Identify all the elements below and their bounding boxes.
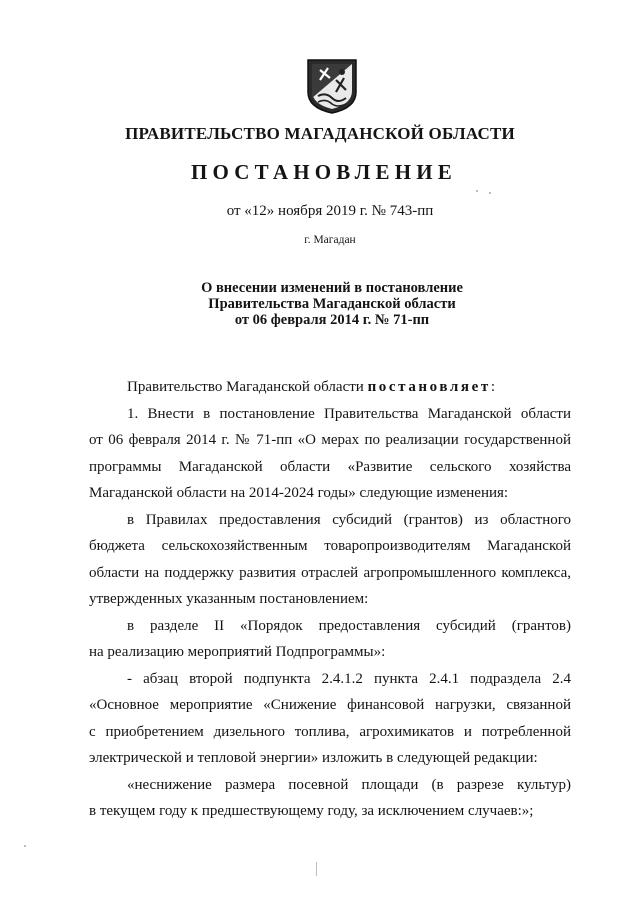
paragraph-line: Магаданской области на 2014-2024 годы» следующие изменения: bbox=[89, 485, 509, 501]
document-subject bbox=[12, 280, 640, 328]
paragraph-line: в текущем году к предшествующему году, за исключением случаев:»; bbox=[89, 803, 534, 819]
paragraph-line: «Основное мероприятие «Снижение финансовой нагрузки, связанной bbox=[89, 697, 571, 713]
document-type-title: ПОСТАНОВЛЕНИЕ bbox=[190, 160, 458, 184]
paragraph-line: от 06 февраля 2014 г. № 71-пп «О мерах по реализации государственной bbox=[89, 432, 571, 448]
document-date-number: от «12» ноября 2019 г. № 743-пп bbox=[226, 203, 434, 219]
document-city: г. Магадан bbox=[304, 234, 356, 246]
subject-line: от 06 февраля 2014 г. № 71-пп bbox=[234, 312, 430, 328]
paragraph-line: с приобретением дизельного топлива, агрохимикатов и потребленной bbox=[89, 723, 571, 740]
resolves-keyword: постановляет bbox=[367, 379, 491, 395]
paragraph-line: в Правилах предоставления субсидий (грантов) из областного bbox=[127, 511, 571, 528]
scan-speck bbox=[24, 845, 26, 847]
paragraph-line: - абзац второй подпункта 2.4.1.2 пункта 2.4.1 подраздела 2.4 bbox=[127, 670, 571, 687]
scan-speck bbox=[489, 192, 491, 194]
document-body bbox=[89, 374, 571, 825]
subject-line: Правительства Магаданской области bbox=[208, 296, 456, 312]
subject-line: О внесении изменений в постановление bbox=[201, 280, 463, 296]
paragraph-line: 1. Внести в постановление Правительства Магаданской области bbox=[127, 405, 571, 422]
scan-speck bbox=[316, 862, 317, 876]
paragraph-line: электрической и тепловой энергии» изложить в следующей редакции: bbox=[89, 750, 538, 766]
government-name: ПРАВИТЕЛЬСТВО МАГАДАНСКОЙ ОБЛАСТИ bbox=[125, 124, 515, 143]
paragraph-line: «неснижение размера посевной площади (в разрезе культур) bbox=[127, 776, 571, 793]
paragraph-resolves bbox=[89, 374, 571, 401]
scan-speck bbox=[476, 190, 478, 192]
paragraph-line: области на поддержку развития отраслей агропромышленного комплекса, bbox=[89, 564, 571, 581]
paragraph-line: в разделе II «Порядок предоставления субсидий (грантов) bbox=[127, 617, 571, 634]
magadan-coat-of-arms-icon bbox=[306, 58, 358, 114]
paragraph-line: бюджета сельскохозяйственным товаропроизводителям Магаданской bbox=[89, 538, 571, 554]
paragraph-line: программы Магаданской области «Развитие сельского хозяйства bbox=[89, 458, 571, 475]
resolves-lead: Правительство Магаданской области bbox=[127, 379, 368, 395]
paragraph-line: на реализацию мероприятий Подпрограммы»: bbox=[89, 644, 386, 660]
resolves-colon: : bbox=[490, 379, 496, 395]
paragraph-line: утвержденных указанным постановлением: bbox=[89, 591, 369, 607]
